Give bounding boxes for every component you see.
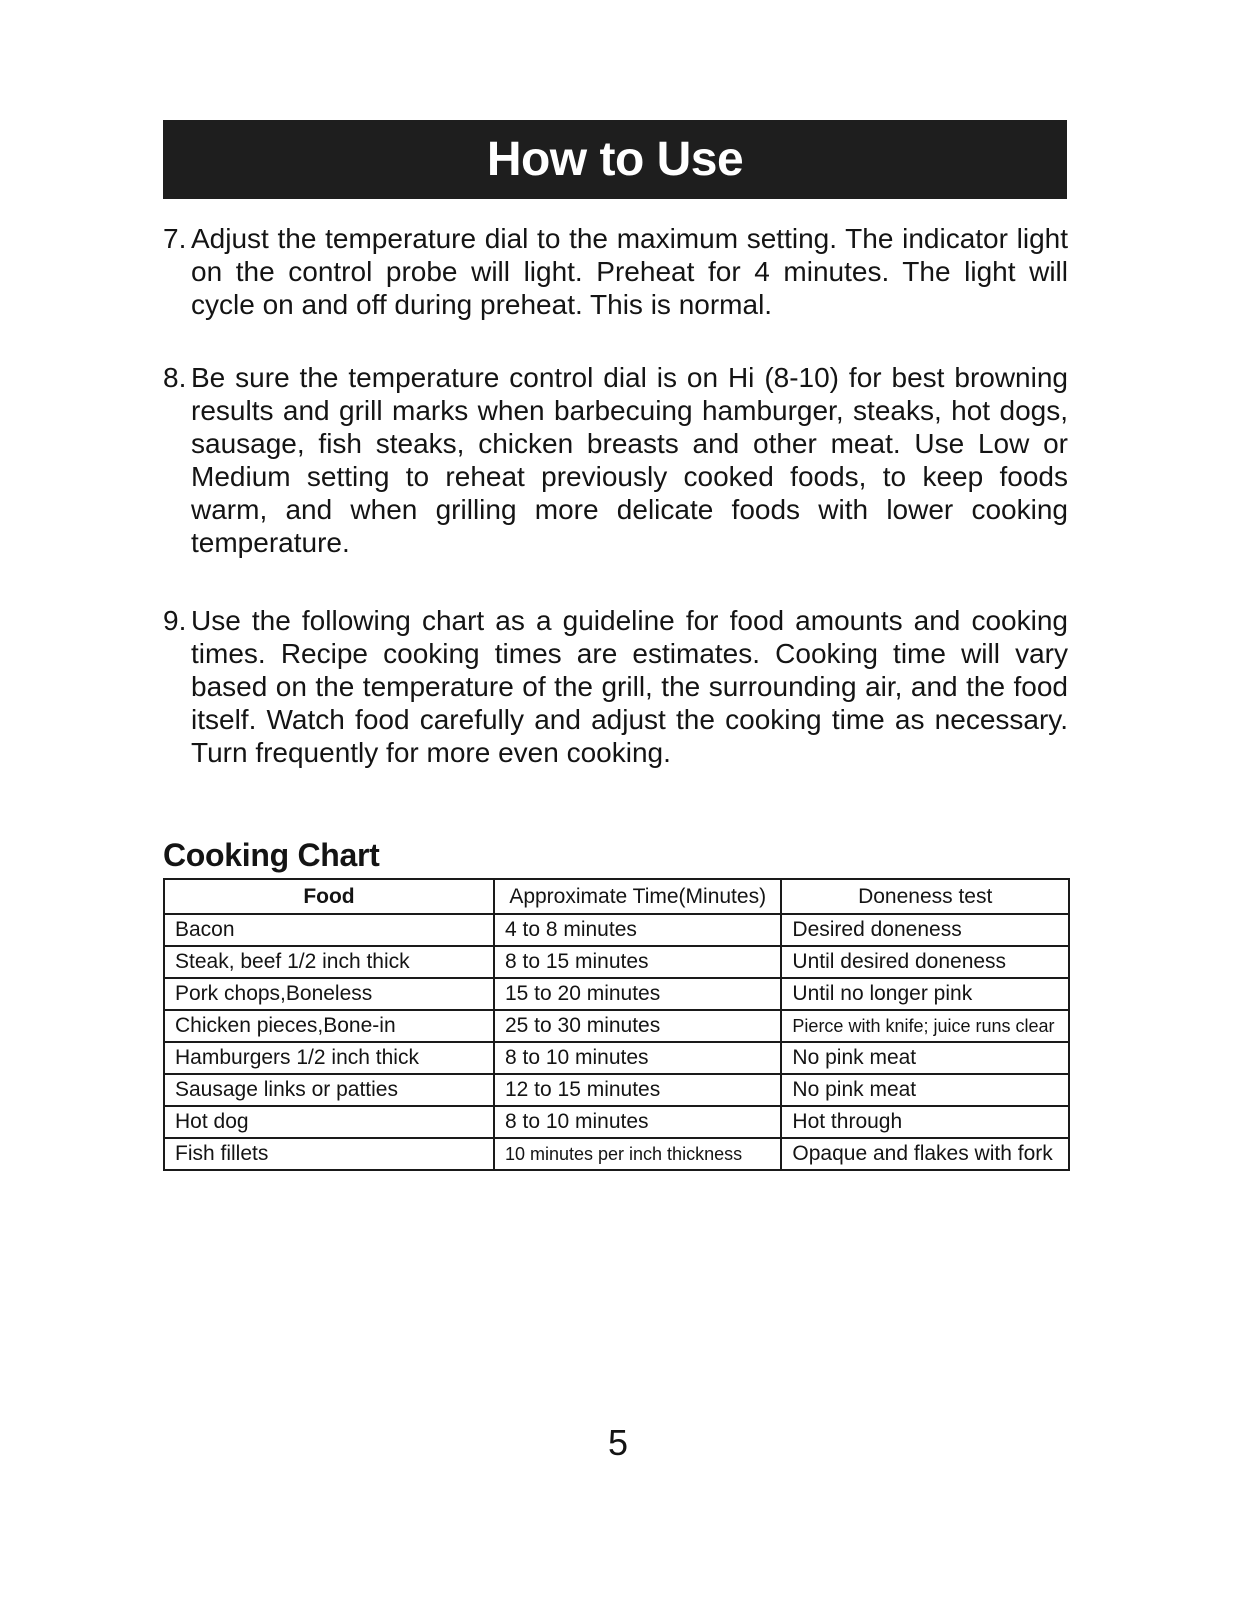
time-cell: 15 to 20 minutes [494,978,781,1010]
section-header [163,120,1067,199]
doneness-cell: Desired doneness [781,914,1069,946]
table-row [164,1010,1069,1042]
food-cell: Hot dog [164,1106,494,1138]
instruction-steps [163,222,1068,769]
step-8 [163,361,1068,559]
food-cell: Pork chops,Boneless [164,978,494,1010]
time-cell: 12 to 15 minutes [494,1074,781,1106]
food-cell: Sausage links or patties [164,1074,494,1106]
step-number: 8. [163,362,187,393]
column-header-food: Food [164,879,494,914]
table-row [164,1042,1069,1074]
time-cell: 4 to 8 minutes [494,914,781,946]
table-row [164,1138,1069,1170]
step-text: Adjust the temperature dial to the maximum setting. The indicator light on the control probe will light. Preheat for 4 minutes. The light will cycle on and off during preheat. This is normal. [191,223,1068,320]
food-cell: Steak, beef 1/2 inch thick [164,946,494,978]
doneness-cell: Until no longer pink [781,978,1069,1010]
food-cell: Chicken pieces,Bone-in [164,1010,494,1042]
step-number: 7. [163,223,187,254]
page-number: 5 [607,1422,629,1463]
step-9 [163,604,1068,769]
doneness-cell: Opaque and flakes with fork [781,1138,1069,1170]
column-header-time: Approximate Time(Minutes) [494,879,781,914]
step-text: Use the following chart as a guideline for food amounts and cooking times. Recipe cooking times are estimates. Cooking time will vary based on the temperature of the grill, the surrounding air, and the food itself. Watch food carefully and adjust the cooking time as necessary. Turn frequently for more even cooking. [191,605,1068,768]
doneness-cell: Until desired doneness [781,946,1069,978]
step-7 [163,222,1068,321]
cooking-chart-table [163,878,1070,1171]
table-header-row [164,879,1069,914]
time-cell: 25 to 30 minutes [494,1010,781,1042]
section-title: How to Use [486,133,744,186]
food-cell: Bacon [164,914,494,946]
table-row [164,914,1069,946]
step-number: 9. [163,605,187,636]
table-row [164,1106,1069,1138]
doneness-cell: No pink meat [781,1074,1069,1106]
time-cell: 8 to 10 minutes [494,1106,781,1138]
table-row [164,1074,1069,1106]
column-header-doneness: Doneness test [781,879,1069,914]
step-text: Be sure the temperature control dial is on Hi (8-10) for best browning results and grill marks when barbecuing hamburger, steaks, hot dogs, sausage, fish steaks, chicken breasts and other meat. Use Low or Medium setting to reheat previously cooked foods, to keep foods warm, and when grilling more delicate foods with lower cooking temperature. [191,362,1068,558]
time-cell: 8 to 15 minutes [494,946,781,978]
doneness-cell: Hot through [781,1106,1069,1138]
food-cell: Hamburgers 1/2 inch thick [164,1042,494,1074]
table-row [164,946,1069,978]
time-cell: 10 minutes per inch thickness [494,1138,781,1170]
cooking-chart-title: Cooking Chart [163,837,380,873]
doneness-cell: No pink meat [781,1042,1069,1074]
doneness-cell: Pierce with knife; juice runs clear [781,1010,1069,1042]
time-cell: 8 to 10 minutes [494,1042,781,1074]
food-cell: Fish fillets [164,1138,494,1170]
table-row [164,978,1069,1010]
